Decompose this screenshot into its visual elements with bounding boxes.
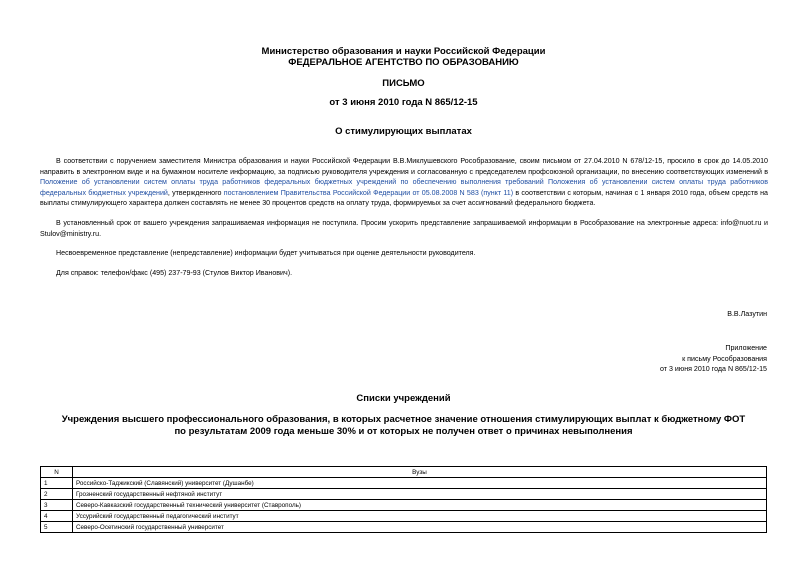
university-name: Северо-Осетинский государственный университет [73,522,767,533]
table-header-row [41,467,767,478]
regulation-link-2[interactable]: Положения об установлении систем оплаты труда работников федеральных бюджетных учреждений [40,178,768,197]
university-name: Грозненский государственный нефтяной институт [73,489,767,500]
table-row [41,500,767,511]
agency-name: ФЕДЕРАЛЬНОЕ АГЕНТСТВО ПО ОБРАЗОВАНИЮ [288,57,519,68]
paragraph-1 [40,156,768,209]
ministry-name: Министерство образования и науки Российской Федерации [261,46,546,57]
row-number: 3 [41,500,73,511]
table-row [41,478,767,489]
appendix-line-2: к письму Рособразования [682,354,767,363]
signature: В.В.Лазутин [727,310,767,318]
paragraph-3: Несвоевременное представление (непредставление) информации будет учитываться при оценке деятельности руководителя. [56,249,476,257]
table-row [41,522,767,533]
paragraph-4: Для справок: телефон/факс (495) 237-79-93 (Стулов Виктор Иванович). [56,269,293,277]
row-number: 4 [41,511,73,522]
document-type: ПИСЬМО [382,78,425,89]
lists-subtitle: Учреждения высшего профессионального образования, в которых расчетное значение отношения стимулирующих выплат к бюджетному ФОТ по результатам 2009 года меньше 30% и от которых не получен ответ о причинах невыполнения [61,414,746,437]
row-number: 1 [41,478,73,489]
university-name: Северо-Кавказский государственный технический университет (Ставрополь) [73,500,767,511]
lists-title: Списки учреждений [356,393,451,404]
paragraph-2: В установленный срок от вашего учреждения запрашиваемая информация не поступила. Просим ускорить представление запрашиваемой информации в Рособразование на электронные адреса: info@nuot.ru и Stulov@ministry.ru. [40,219,768,238]
column-header-universities: Вузы [73,467,767,478]
appendix-line-3: от 3 июня 2010 года N 865/12-15 [659,365,767,374]
paragraph-1-text-c: в соответствии с которым, начиная с 1 января 2010 года, объем средств на выплаты стимулирующего характера должен составлять не менее 30 процентов средств на оплату труда, формируемых за счет ассигнований федерального бюджета. [40,188,768,208]
document-subject: О стимулирующих выплатах [335,126,472,137]
appendix-block [660,343,767,375]
government-resolution-link[interactable]: постановлением Правительства Российской Федерации от 05.08.2008 N 583 (пункт 11) [223,188,514,197]
paragraph-1-text-a: В соответствии с поручением заместителя Министра образования и науки Российской Федерации В.В.Миклушевского Рособразование, своим письмом от 27.04.2010 N 678/12-15, просило в срок до 14.05.2010 направить в электронном виде и на бумажном носителе информацию, за подписью руководителя учреждения и согласованную с председателем профсоюзной организации, по внесению соответствующих изменений в [40,157,768,176]
column-header-number: N [41,467,73,478]
row-number: 2 [41,489,73,500]
row-number: 5 [41,522,73,533]
appendix-line-1: Приложение [725,344,767,352]
institutions-table [40,466,767,533]
document-date: от 3 июня 2010 года N 865/12-15 [329,97,478,108]
university-name: Уссурийский государственный педагогический институт [73,511,767,522]
paragraph-1-text-b: , утвержденного [167,188,224,197]
table-row [41,511,767,522]
table-row [41,489,767,500]
university-name: Российско-Таджикский (Славянский) университет (Душанбе) [73,478,767,489]
regulation-link[interactable]: Положение об установлении систем оплаты труда работников федеральных бюджетных учреждений по обеспечению выполнения требований [40,178,544,187]
